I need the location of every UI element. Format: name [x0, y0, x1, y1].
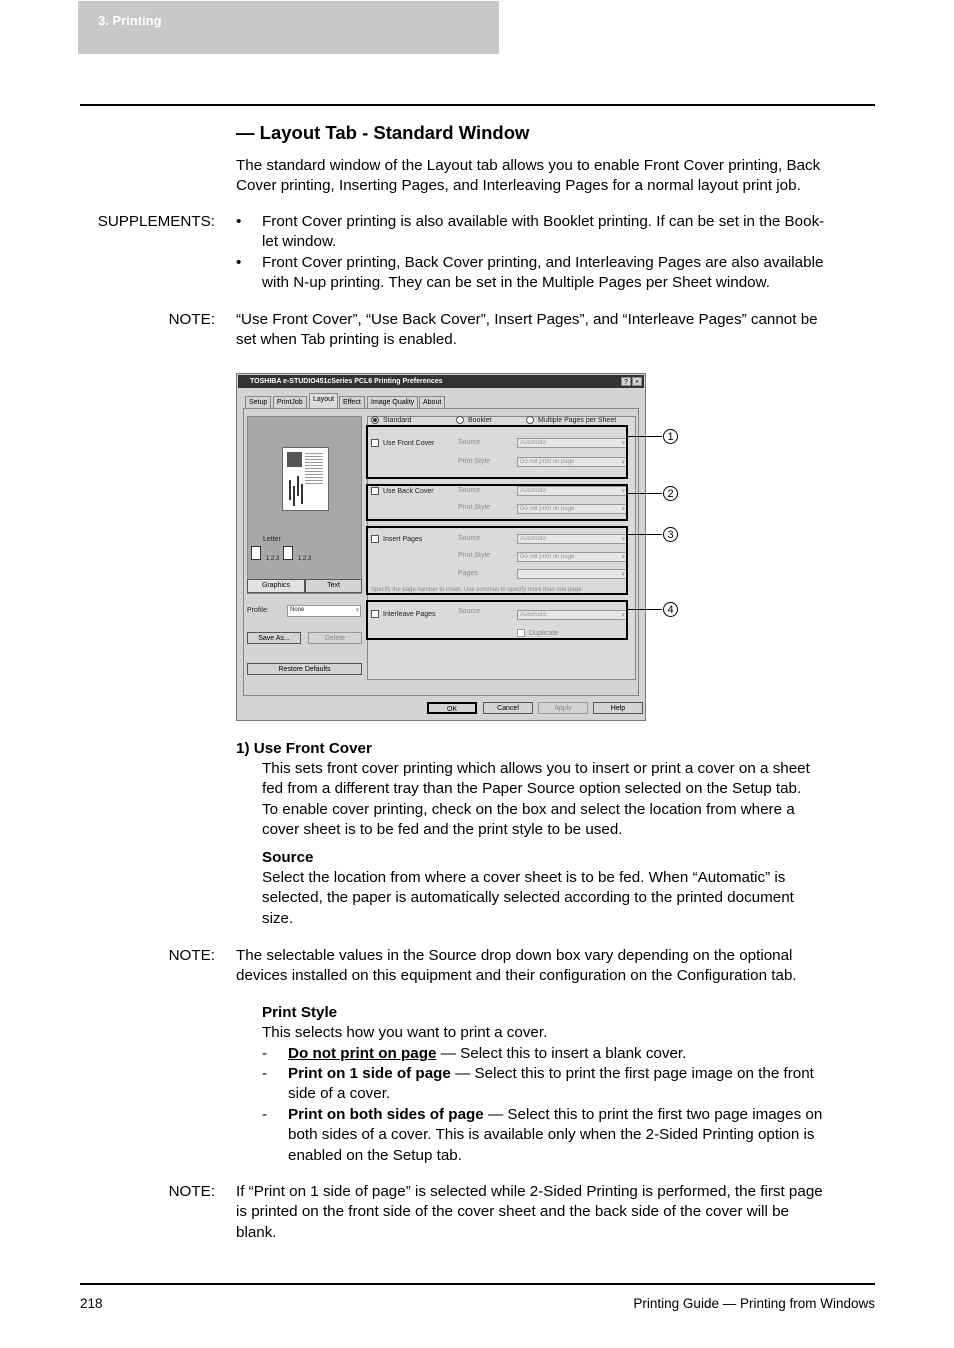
- source-label: Source: [458, 535, 481, 542]
- dash: -: [262, 1045, 268, 1062]
- radio-label: Standard: [383, 416, 412, 424]
- source-line: selected, the paper is automatically selected according to the printed document: [262, 889, 794, 907]
- note-text: [236, 1182, 823, 1243]
- print-style-option: [288, 1064, 814, 1105]
- item-line: fed from a different tray than the Paper Source option selected on the Setup tab.: [262, 780, 802, 798]
- note-line: “Use Front Cover”, “Use Back Cover”, Insert Pages”, and “Interleave Pages” cannot be: [236, 311, 818, 328]
- insert-style-select[interactable]: Do not print on page ▾: [517, 552, 627, 562]
- supplement-line: let window.: [262, 233, 337, 251]
- intro-paragraph: [236, 156, 820, 197]
- option-desc: both sides of a cover. This is available only when the 2-Sided Printing option is: [288, 1126, 815, 1144]
- radio-booklet[interactable]: [456, 416, 491, 424]
- callout-box-back-cover: [366, 484, 628, 521]
- tab-about[interactable]: About: [419, 396, 445, 408]
- dialog-title: TOSHIBA e-STUDIO451cSeries PCL6 Printing Preferences: [250, 378, 443, 385]
- callout-box-insert-pages: [366, 526, 628, 595]
- front-source-select[interactable]: Automatic ▾: [517, 438, 627, 448]
- checkbox-label: Insert Pages: [383, 535, 423, 543]
- source-line: size.: [262, 909, 294, 927]
- source-heading: Source: [262, 849, 314, 866]
- tab-setup[interactable]: Setup: [245, 396, 271, 408]
- profile-label: Profile:: [247, 607, 269, 614]
- callout-box-front-cover: [366, 425, 628, 479]
- supplement-line: Front Cover printing, Back Cover printing, and Interleaving Pages are also available: [262, 254, 824, 271]
- save-as-button[interactable]: Save As...: [247, 632, 301, 644]
- print-style-label: Print Style: [458, 552, 490, 559]
- bottom-rule: [80, 1283, 875, 1285]
- intro-line: Cover printing, Inserting Pages, and Interleaving Pages for a normal layout print job.: [236, 177, 801, 195]
- print-style-option: [288, 1044, 686, 1064]
- text-view-tab[interactable]: Text: [305, 579, 362, 593]
- callout-number: 4: [663, 602, 678, 617]
- callout-box-interleave: [366, 600, 628, 640]
- insert-hint: Specify the page number to insert. Use commas to specify more than one page.: [371, 587, 584, 593]
- top-rule: [80, 104, 875, 106]
- note-line: set when Tab printing is enabled.: [236, 331, 457, 349]
- print-style-heading: Print Style: [262, 1004, 338, 1021]
- source-description: [262, 868, 794, 929]
- tab-layout[interactable]: Layout: [309, 393, 338, 408]
- page-preview-image: [282, 447, 329, 511]
- help-title-button[interactable]: ?: [621, 377, 631, 386]
- ok-button[interactable]: OK: [427, 702, 477, 714]
- note-label: NOTE:: [168, 947, 215, 964]
- page-number: 218: [80, 1296, 103, 1311]
- intro-line: The standard window of the Layout tab allows you to enable Front Cover printing, Back: [236, 157, 821, 174]
- collate-icon: [251, 546, 261, 560]
- note-text: [236, 310, 818, 351]
- print-style-option: [288, 1105, 822, 1166]
- note-line: is printed on the front side of the cover sheet and the back side of the cover will be: [236, 1203, 789, 1221]
- callout-number: 1: [663, 429, 678, 444]
- item-line: This sets front cover printing which allows you to insert or print a cover on a sheet: [262, 760, 810, 777]
- help-button[interactable]: Help: [593, 702, 643, 714]
- checkbox-label: Use Front Cover: [383, 439, 435, 447]
- tab-effect[interactable]: Effect: [339, 396, 365, 408]
- callout-leader: [628, 436, 662, 437]
- chapter-header: [78, 1, 499, 54]
- paper-size-label: Letter: [263, 536, 281, 543]
- interleave-source-select[interactable]: Automatic ▾: [517, 610, 627, 620]
- note-line: The selectable values in the Source drop down box vary depending on the optional: [236, 947, 793, 964]
- note-label: NOTE:: [168, 1183, 215, 1200]
- tab-printjob[interactable]: PrintJob: [273, 396, 307, 408]
- item-description: [262, 759, 810, 840]
- source-label: Source: [458, 439, 481, 446]
- callout-leader: [628, 534, 662, 535]
- option-desc: — Select this to insert a blank cover.: [436, 1045, 687, 1062]
- source-label: Source: [458, 608, 481, 615]
- option-name: Print on 1 side of page: [288, 1065, 451, 1082]
- back-style-select[interactable]: Do not print on page ▾: [517, 504, 627, 514]
- footer-title: Printing Guide — Printing from Windows: [633, 1296, 875, 1311]
- note-line: blank.: [236, 1223, 277, 1241]
- note-line: If “Print on 1 side of page” is selected while 2-Sided Printing is performed, the first page: [236, 1183, 823, 1200]
- section-title: — Layout Tab - Standard Window: [236, 122, 530, 143]
- checkbox-label: Use Back Cover: [383, 487, 434, 495]
- checkbox-label: Interleave Pages: [383, 610, 436, 618]
- tab-image-quality[interactable]: Image Quality: [367, 396, 418, 408]
- preview-area: [247, 416, 362, 594]
- cancel-button[interactable]: Cancel: [483, 702, 533, 714]
- item-heading: 1) Use Front Cover: [236, 740, 372, 757]
- option-name: Print on both sides of page: [288, 1106, 484, 1123]
- option-desc: — Select this to print the first two page images on: [483, 1106, 823, 1123]
- bullet: •: [236, 254, 242, 271]
- pages-label: Pages: [458, 570, 478, 577]
- print-style-intro: This selects how you want to print a cover.: [262, 1024, 548, 1041]
- option-desc: side of a cover.: [288, 1085, 391, 1103]
- callout-leader: [628, 493, 662, 494]
- restore-defaults-button[interactable]: Restore Defaults: [247, 663, 362, 675]
- back-source-select[interactable]: Automatic ▾: [517, 486, 627, 496]
- dash: -: [262, 1106, 268, 1123]
- chapter-label: 3. Printing: [98, 13, 162, 28]
- supplement-line: Front Cover printing is also available with Booklet printing. If can be set in the Book-: [262, 213, 825, 230]
- note-label: NOTE:: [168, 311, 215, 328]
- close-button[interactable]: ×: [632, 377, 642, 386]
- source-label: Source: [458, 487, 481, 494]
- supplement-line: with N-up printing. They can be set in the Multiple Pages per Sheet window.: [262, 274, 770, 292]
- note-text: [236, 946, 797, 987]
- insert-source-select[interactable]: Automatic ▾: [517, 534, 627, 544]
- radio-label: Multiple Pages per Sheet: [538, 416, 617, 424]
- item-line: To enable cover printing, check on the box and select the location from where a: [262, 800, 795, 818]
- item-line: cover sheet is to be fed and the print style to be used.: [262, 820, 623, 838]
- radio-label: Booklet: [468, 416, 492, 424]
- callout-number: 3: [663, 527, 678, 542]
- option-desc: enabled on the Setup tab.: [288, 1146, 462, 1164]
- collate-icon: [283, 546, 293, 560]
- apply-button[interactable]: Apply: [538, 702, 588, 714]
- checkbox-label: Duplicate: [529, 629, 559, 637]
- option-name: Do not print on page: [288, 1045, 437, 1062]
- dialog-title-bar: [238, 375, 644, 388]
- graphics-view-tab[interactable]: Graphics: [247, 579, 305, 593]
- dash: -: [262, 1065, 268, 1082]
- option-desc: — Select this to print the first page image on the front: [450, 1065, 814, 1082]
- delete-button[interactable]: Delete: [308, 632, 362, 644]
- profile-select[interactable]: None ▾: [287, 605, 361, 617]
- print-style-label: Print Style: [458, 458, 490, 465]
- collate-label: 1,2,3: [266, 556, 280, 562]
- source-line: Select the location from where a cover sheet is to be fed. When “Automatic” is: [262, 869, 786, 886]
- front-style-select[interactable]: Do not print on page ▾: [517, 457, 627, 467]
- supplement-item: [262, 212, 824, 253]
- callout-leader: [628, 609, 662, 610]
- supplements-label: SUPPLEMENTS:: [97, 213, 215, 230]
- bullet: •: [236, 213, 242, 230]
- collate-label: 1,2,3: [298, 556, 312, 562]
- radio-multiple-pages[interactable]: [526, 416, 616, 424]
- supplement-item: [262, 253, 823, 294]
- print-style-label: Print Style: [458, 504, 490, 511]
- radio-standard[interactable]: [371, 416, 411, 424]
- callout-number: 2: [663, 486, 678, 501]
- note-line: devices installed on this equipment and their configuration on the Configuration tab.: [236, 967, 797, 985]
